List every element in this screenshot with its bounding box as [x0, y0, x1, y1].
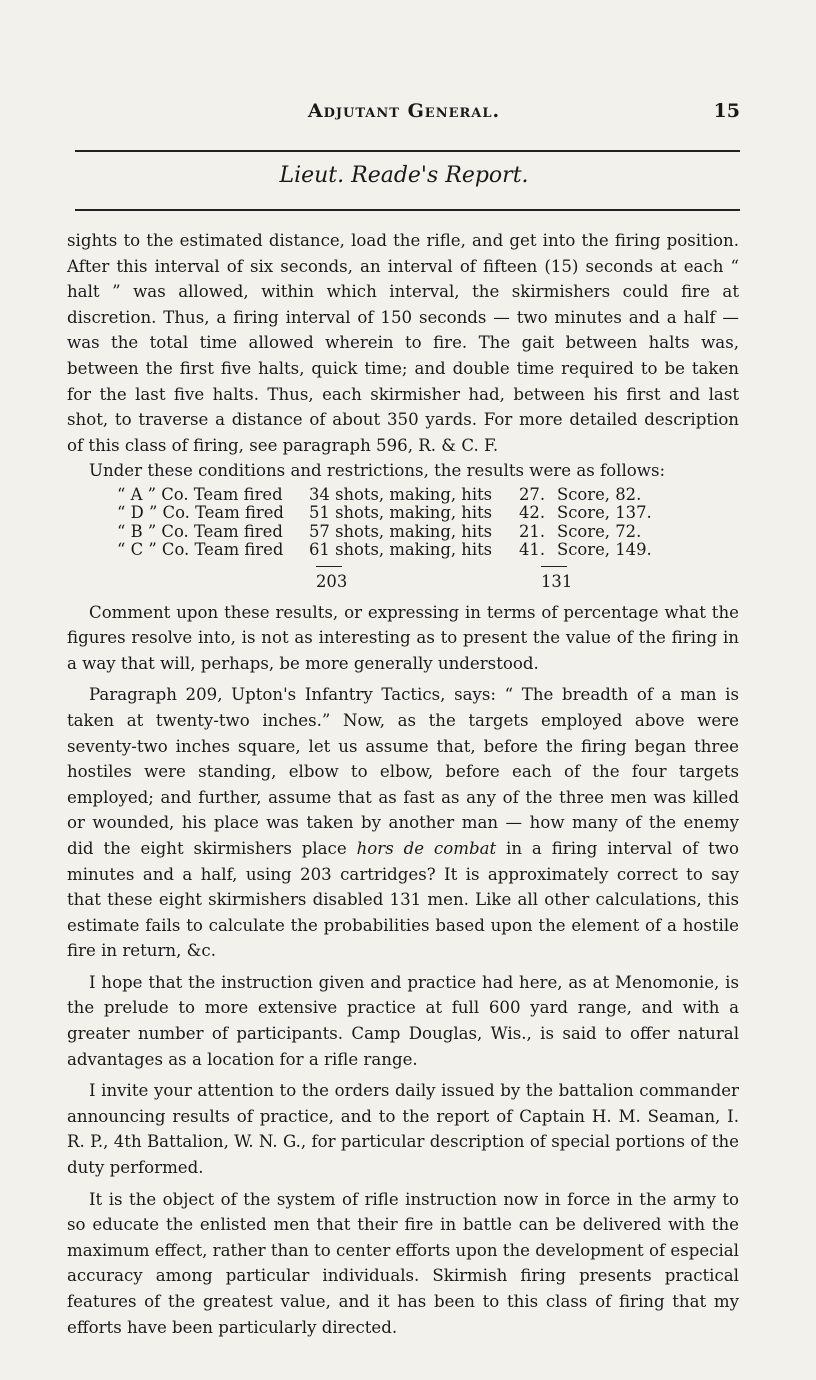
- team-cell: “ C ” Co. Team fired: [117, 540, 284, 560]
- results-row: [67, 523, 739, 541]
- score-cell: Score, 137.: [557, 503, 652, 523]
- shots-cell: 51 shots, making, hits: [309, 503, 493, 523]
- results-row: [67, 486, 739, 504]
- results-totals: [67, 572, 739, 592]
- paragraph: Under these conditions and restrictions, the results were as follows:: [89, 461, 666, 481]
- shots-cell: 57 shots, making, hits: [309, 521, 493, 541]
- header-rule-bottom: [75, 209, 740, 211]
- results-row: [67, 504, 739, 522]
- paragraph: I invite your attention to the orders daily issued by the battalion commander announcing results of practice, and to the report of Captain H. M. Seaman, I. R. P., 4th Battalion, W. N. G., for particular description of special portions of the duty performed.: [67, 1081, 739, 1178]
- shots-cell: 34 shots, making, hits: [309, 484, 493, 504]
- paragraph-text: Paragraph 209, Upton's Infantry Tactics, says: “ The breadth of a man is taken at twenty-two inches.” Now, as the targets employed above were seventy-two inches square, let us assume that, before the firing began three hostiles were standing, elbow to elbow, before each of the four targets employed; and further, assume that as fast as any of the three men was killed or wounded, his place was taken by another man — how many of the enemy did the eight skirmishers place: [67, 685, 739, 858]
- running-title: Adjutant General.: [307, 100, 501, 122]
- paragraph: I hope that the instruction given and practice had here, as at Menomonie, is the prelude to more extensive practice at full 600 yard range, and with a greater number of participants. Camp Douglas, Wis., is said to offer natural advantages as a location for a rifle range.: [67, 972, 739, 1069]
- results-table: [67, 486, 739, 560]
- score-cell: Score, 72.: [557, 521, 642, 541]
- italic-phrase: hors de combat: [356, 838, 497, 858]
- shots-cell: 61 shots, making, hits: [309, 540, 493, 560]
- hits-cell: 21.: [519, 521, 546, 541]
- paragraph: sights to the estimated distance, load the rifle, and get into the firing position. After this interval of six seconds, an interval of fifteen (15) seconds at each “ halt ” was allowed, within which interval, the skirmishers could fire at discretion. Thus, a firing interval of 150 seconds — two minutes and a half — was the total time allowed wherein to fire. The gait between halts was, between the first five halts, quick time; and double time required to be taken for the last five halts. Thus, each skirmisher had, between his first and last shot, to traverse a distance of about 350 yards. For more detailed description of this class of firing, see paragraph 596, R. & C. F.: [67, 231, 739, 455]
- paragraph-text: in a firing interval of two minutes and a half, using 203 cartridges? It is approximately correct to say that these eight skirmishers disabled 131 men. Like all other calculations, this estimate fails to calculate the probabilities based upon the element of a hostile fire in return, &c.: [67, 838, 739, 961]
- results-row: [67, 541, 739, 559]
- total-shots: 203: [316, 572, 541, 592]
- total-hits: 131: [541, 571, 573, 591]
- page-number: 15: [713, 100, 740, 122]
- paragraph: Comment upon these results, or expressing in terms of percentage what the figures resolve into, is not as interesting as to present the value of the firing in a way that will, perhaps, be more generally understood.: [67, 602, 739, 673]
- body-text: [67, 228, 739, 1340]
- team-cell: “ B ” Co. Team fired: [117, 521, 283, 541]
- hits-cell: 41.: [519, 540, 546, 560]
- header-rule-top: [75, 150, 740, 152]
- score-cell: Score, 149.: [557, 540, 652, 560]
- section-title: Lieut. Reade's Report.: [279, 163, 529, 188]
- paragraph: It is the object of the system of rifle instruction now in force in the army to so educate the enlisted men that their fire in battle can be delivered with the maximum effect, rather than to center efforts upon the development of especial accuracy among particular individuals. Skirmish firing presents practical features of the greatest value, and it has been to this class of firing that my efforts have been particularly directed.: [67, 1189, 739, 1337]
- running-head: [68, 100, 740, 130]
- team-cell: “ A ” Co. Team fired: [117, 484, 283, 504]
- score-cell: Score, 82.: [557, 484, 642, 504]
- hits-cell: 27.: [519, 484, 546, 504]
- hits-cell: 42.: [519, 503, 546, 523]
- paragraph: [67, 682, 739, 964]
- team-cell: “ D ” Co. Team fired: [117, 503, 284, 523]
